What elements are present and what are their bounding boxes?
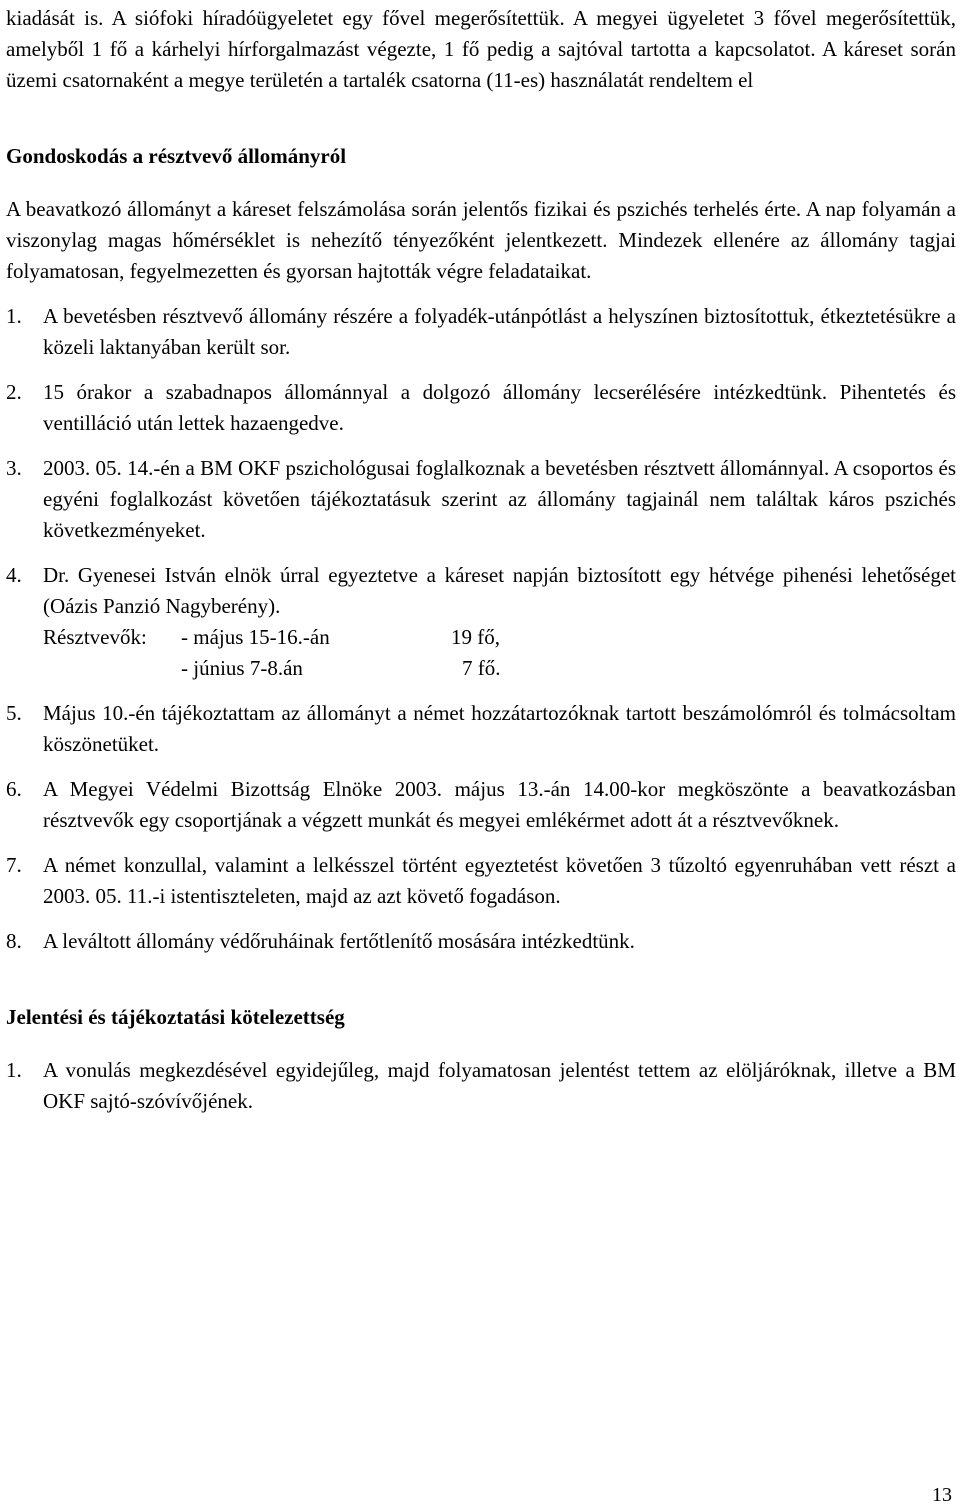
participants-count: 19 fő, xyxy=(451,625,500,649)
document-page xyxy=(6,3,956,1117)
participants-count: 7 fő. xyxy=(462,656,501,680)
list-item-number: 8. xyxy=(6,929,22,953)
section-heading-reporting: Jelentési és tájékoztatási kötelezettség xyxy=(6,1005,345,1029)
list-item-text: A vonulás megkezdésével egyidejűleg, majd folyamatosan jelentést tettem az elöljáróknak, illetve a BM OKF sajtó-szóvívőjének. xyxy=(43,1058,956,1113)
list-item-number: 3. xyxy=(6,456,22,480)
section-heading-care: Gondoskodás a résztvevő állományról xyxy=(6,144,347,168)
list-item-number: 7. xyxy=(6,853,22,877)
intro-paragraph: kiadását is. A siófoki híradóügyeletet egy fővel megerősítettük. A megyei ügyeletet 3 fővel megerősítettük, amelyből 1 fő a kárhelyi hírforgalmazást végezte, 1 fő pedig a sajtóval tartotta a kapcsolatot. A káreset során üzemi csatornaként a megye területén a tartalék csatorna (11-es) használatát rendeltem el xyxy=(6,6,956,92)
list-item-number: 2. xyxy=(6,380,22,404)
participants-date: - május 15-16.-án xyxy=(181,625,330,649)
list-item xyxy=(6,698,956,760)
participants-row xyxy=(43,653,956,684)
list-item-text: 2003. 05. 14.-én a BM OKF pszichológusai foglalkoznak a bevetésben résztvett állománnyal. A csoportos és egyéni foglalkozást követően tájékoztatásuk szerint az állomány tagjainál nem találtak káros pszichés következményeket. xyxy=(43,456,956,542)
participants-date: - június 7-8.án xyxy=(181,656,303,680)
participants-row xyxy=(43,622,956,653)
list-item-number: 1. xyxy=(6,1058,22,1082)
list-item xyxy=(6,560,956,684)
list-item xyxy=(6,774,956,836)
list-item xyxy=(6,1055,956,1117)
list-item xyxy=(6,926,956,957)
page-number: 13 xyxy=(932,1484,952,1506)
list-item xyxy=(6,453,956,546)
list-item xyxy=(6,850,956,912)
list-item-number: 5. xyxy=(6,701,22,725)
list-item xyxy=(6,377,956,439)
list-item-text: A leváltott állomány védőruháinak fertőtlenítő mosására intézkedtünk. xyxy=(43,929,635,953)
list-item-number: 4. xyxy=(6,563,22,587)
list-item-text: Május 10.-én tájékoztattam az állományt a német hozzátartozóknak tartott beszámolómról és tolmácsoltam köszönetüket. xyxy=(43,701,956,756)
list-item-text: Dr. Gyenesei István elnök úrral egyeztetve a káreset napján biztosított egy hétvége pihenési lehetőséget (Oázis Panzió Nagyberény). xyxy=(43,563,956,618)
list-item-text: 15 órakor a szabadnapos állománnyal a dolgozó állomány lecserélésére intézkedtünk. Pihentetés és ventilláció után lettek hazaengedve. xyxy=(43,380,956,435)
care-paragraph: A beavatkozó állományt a káreset felszámolása során jelentős fizikai és pszichés terhelés érte. A nap folyamán a viszonylag magas hőmérséklet is nehezítő tényezőként jelentkezett. Mindezek ellenére az állomány tagjai folyamatosan, fegyelmezetten és gyorsan hajtották végre feladataikat. xyxy=(6,197,956,283)
list-item-body xyxy=(43,560,956,684)
list-item-text: A német konzullal, valamint a lelkésszel történt egyeztetést követően 3 tűzoltó egyenruhában vett részt a 2003. 05. 11.-i istentiszteleten, majd az azt követő fogadáson. xyxy=(43,853,956,908)
participants-label: Résztvevők: xyxy=(43,625,147,649)
list-item-number: 6. xyxy=(6,777,22,801)
list-item-number: 1. xyxy=(6,304,22,328)
list-item-text: A Megyei Védelmi Bizottság Elnöke 2003. május 13.-án 14.00-kor megköszönte a beavatkozásban résztvevők egy csoportjának a végzett munkát és megyei emlékérmet adott át a résztvevőknek. xyxy=(43,777,956,832)
list-item-text: A bevetésben résztvevő állomány részére a folyadék-utánpótlást a helyszínen biztosítottuk, étkeztetésükre a közeli laktanyában került sor. xyxy=(43,304,956,359)
list-item xyxy=(6,301,956,363)
